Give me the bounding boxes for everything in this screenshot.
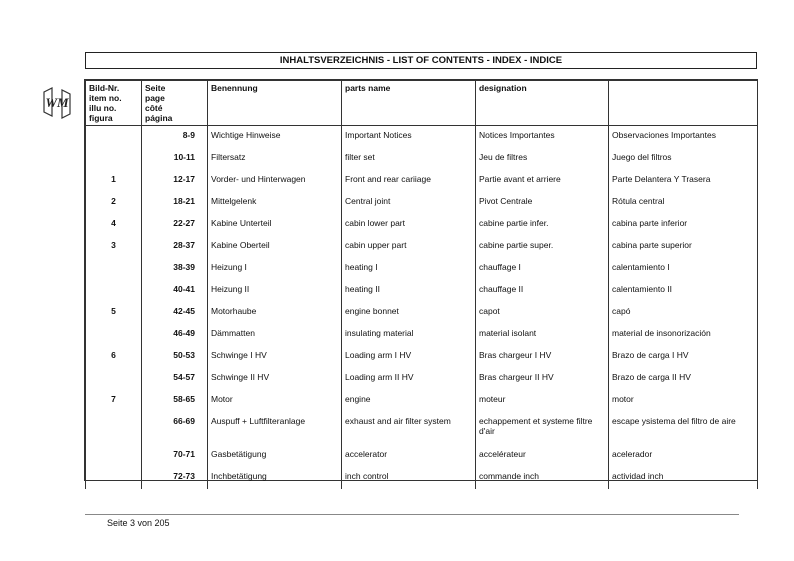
cell-parts-name: exhaust and air filter system [342, 412, 476, 445]
cell-spanish: capó [609, 302, 758, 324]
cell-seite: 22-27 [142, 214, 208, 236]
cell-parts-name: Central joint [342, 192, 476, 214]
table-row [86, 324, 758, 346]
cell-spanish: Juego del filtros [609, 148, 758, 170]
cell-parts-name: engine [342, 390, 476, 412]
cell-parts-name: cabin lower part [342, 214, 476, 236]
cell-designation: Partie avant et arriere [476, 170, 609, 192]
cell-bild-nr [86, 280, 142, 302]
table-row [86, 258, 758, 280]
cell-bild-nr [86, 368, 142, 390]
table-row [86, 390, 758, 412]
cell-benennung: Auspuff + Luftfilteranlage [208, 412, 342, 445]
cell-benennung: Filtersatz [208, 148, 342, 170]
cell-benennung: Gasbetätigung [208, 445, 342, 467]
cell-spanish: Parte Delantera Y Trasera [609, 170, 758, 192]
cell-bild-nr: 3 [86, 236, 142, 258]
cell-benennung: Mittelgelenk [208, 192, 342, 214]
cell-bild-nr: 5 [86, 302, 142, 324]
table-row [86, 467, 758, 489]
header-designation: designation [476, 81, 609, 126]
cell-benennung: Schwinge I HV [208, 346, 342, 368]
cell-seite: 28-37 [142, 236, 208, 258]
cell-bild-nr: 6 [86, 346, 142, 368]
cell-benennung: Kabine Unterteil [208, 214, 342, 236]
cell-benennung: Kabine Oberteil [208, 236, 342, 258]
cell-bild-nr: 1 [86, 170, 142, 192]
cell-parts-name: heating II [342, 280, 476, 302]
cell-seite: 46-49 [142, 324, 208, 346]
cell-bild-nr [86, 148, 142, 170]
header-row [86, 81, 758, 126]
cell-spanish: calentamiento I [609, 258, 758, 280]
cell-seite: 72-73 [142, 467, 208, 489]
cell-bild-nr [86, 445, 142, 467]
cell-spanish: Observaciones Importantes [609, 126, 758, 148]
cell-seite: 42-45 [142, 302, 208, 324]
cell-designation: capot [476, 302, 609, 324]
cell-seite: 10-11 [142, 148, 208, 170]
cell-parts-name: Front and rear cariiage [342, 170, 476, 192]
cell-bild-nr [86, 126, 142, 148]
cell-spanish: actividad inch [609, 467, 758, 489]
cell-bild-nr: 2 [86, 192, 142, 214]
table-row [86, 126, 758, 148]
table-row [86, 346, 758, 368]
cell-spanish: calentamiento II [609, 280, 758, 302]
cell-designation: cabine partie super. [476, 236, 609, 258]
cell-parts-name: Loading arm II HV [342, 368, 476, 390]
cell-parts-name: insulating material [342, 324, 476, 346]
cell-parts-name: filter set [342, 148, 476, 170]
page-title: INHALTSVERZEICHNIS - LIST OF CONTENTS - INDEX - INDICE [85, 52, 757, 69]
header-parts-name: parts name [342, 81, 476, 126]
cell-benennung: Schwinge II HV [208, 368, 342, 390]
cell-benennung: Heizung I [208, 258, 342, 280]
cell-designation: commande inch [476, 467, 609, 489]
cell-parts-name: accelerator [342, 445, 476, 467]
table-body [86, 126, 758, 489]
cell-benennung: Wichtige Hinweise [208, 126, 342, 148]
cell-spanish: escape ysistema del filtro de aire [609, 412, 758, 445]
cell-benennung: Heizung II [208, 280, 342, 302]
footer-divider [85, 514, 739, 515]
cell-bild-nr: 7 [86, 390, 142, 412]
cell-designation: Bras chargeur II HV [476, 368, 609, 390]
table-row [86, 214, 758, 236]
company-logo [42, 86, 72, 120]
table-row [86, 302, 758, 324]
cell-bild-nr: 4 [86, 214, 142, 236]
header-bild: Bild-Nr. item no. illu no. figura [86, 81, 142, 126]
cell-benennung: Vorder- und Hinterwagen [208, 170, 342, 192]
cell-seite: 18-21 [142, 192, 208, 214]
cell-seite: 66-69 [142, 412, 208, 445]
table-row [86, 192, 758, 214]
cell-bild-nr [86, 258, 142, 280]
cell-designation: cabine partie infer. [476, 214, 609, 236]
cell-seite: 12-17 [142, 170, 208, 192]
table-row [86, 236, 758, 258]
header-spanish [609, 81, 758, 126]
cell-spanish: Brazo de carga II HV [609, 368, 758, 390]
cell-bild-nr [86, 412, 142, 445]
cell-designation: Jeu de filtres [476, 148, 609, 170]
cell-designation: chauffage II [476, 280, 609, 302]
cell-spanish: cabina parte superior [609, 236, 758, 258]
cell-designation: chauffage I [476, 258, 609, 280]
cell-benennung: Motor [208, 390, 342, 412]
cell-benennung: Motorhaube [208, 302, 342, 324]
cell-seite: 54-57 [142, 368, 208, 390]
contents-table [84, 79, 758, 481]
cell-seite: 40-41 [142, 280, 208, 302]
table-row [86, 412, 758, 445]
cell-spanish: Brazo de carga I HV [609, 346, 758, 368]
cell-parts-name: inch control [342, 467, 476, 489]
cell-bild-nr [86, 324, 142, 346]
table-row [86, 368, 758, 390]
cell-designation: Bras chargeur I HV [476, 346, 609, 368]
cell-spanish: cabina parte inferior [609, 214, 758, 236]
cell-spanish: material de insonorización [609, 324, 758, 346]
header-benennung: Benennung [208, 81, 342, 126]
logo-text: WM [45, 95, 69, 110]
cell-bild-nr [86, 467, 142, 489]
cell-designation: Pivot Centrale [476, 192, 609, 214]
cell-designation: material isolant [476, 324, 609, 346]
cell-designation: Notices Importantes [476, 126, 609, 148]
cell-benennung: Inchbetätigung [208, 467, 342, 489]
cell-seite: 70-71 [142, 445, 208, 467]
cell-seite: 50-53 [142, 346, 208, 368]
page-number: Seite 3 von 205 [107, 518, 170, 528]
cell-parts-name: Loading arm I HV [342, 346, 476, 368]
cell-spanish: acelerador [609, 445, 758, 467]
cell-designation: moteur [476, 390, 609, 412]
cell-parts-name: Important Notices [342, 126, 476, 148]
table-row [86, 170, 758, 192]
table-row [86, 148, 758, 170]
cell-spanish: motor [609, 390, 758, 412]
cell-benennung: Dämmatten [208, 324, 342, 346]
cell-spanish: Rótula central [609, 192, 758, 214]
cell-parts-name: heating I [342, 258, 476, 280]
cell-designation: echappement et systeme filtre d'air [476, 412, 609, 445]
cell-parts-name: cabin upper part [342, 236, 476, 258]
cell-seite: 38-39 [142, 258, 208, 280]
cell-seite: 58-65 [142, 390, 208, 412]
cell-parts-name: engine bonnet [342, 302, 476, 324]
header-seite: Seite page côté página [142, 81, 208, 126]
cell-designation: accelérateur [476, 445, 609, 467]
table-row [86, 280, 758, 302]
table-row [86, 445, 758, 467]
cell-seite: 8-9 [142, 126, 208, 148]
